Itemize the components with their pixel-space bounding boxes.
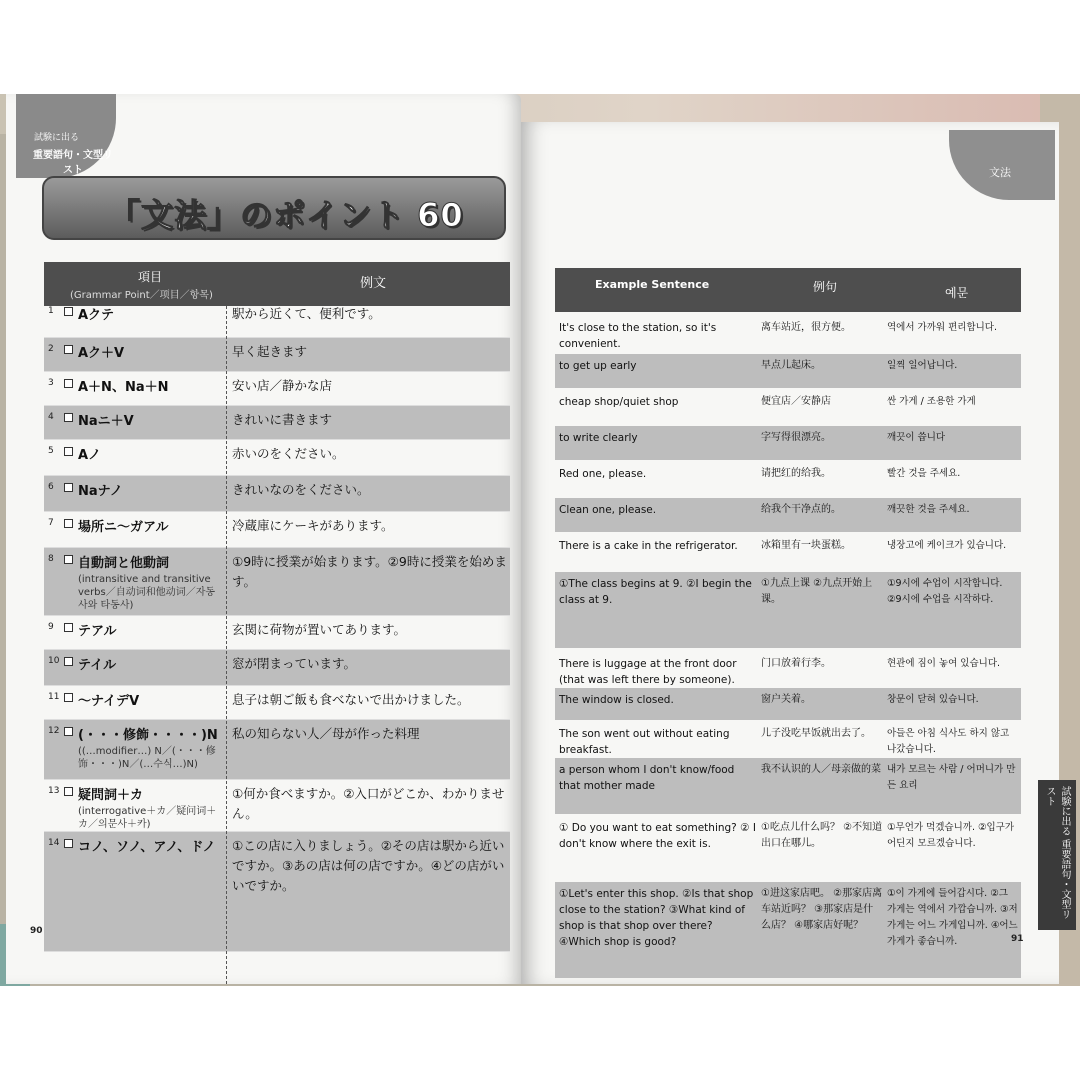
grammar-point-label: 場所ニ～ガアル: [78, 520, 169, 535]
checkbox[interactable]: [64, 345, 73, 354]
translation-row: [555, 688, 1021, 720]
translation-row: [555, 498, 1021, 532]
grammar-row: [44, 338, 510, 372]
example-sentence: ①何か食べますか。②入口がどこか、わかりません。: [232, 786, 505, 821]
grammar-point: [78, 304, 114, 323]
translation-row: [555, 354, 1021, 388]
row-number: 8: [48, 554, 54, 564]
checkbox[interactable]: [64, 413, 73, 422]
header-grammar-point-sub: (Grammar Point／项目／항목): [70, 290, 213, 301]
example-sentence: 息子は朝ご飯も食べないで出かけました。: [232, 692, 470, 707]
example-sentence: 安い店／静かな店: [232, 378, 333, 393]
header-korean: 예문: [945, 286, 969, 300]
translation-row: [555, 722, 1021, 756]
grammar-point-gloss: (intransitive and transitive verbs／自动词和他动词／자동사와 타동사): [78, 574, 216, 611]
chinese-sentence: 我不认识的人／母亲做的菜: [761, 764, 881, 775]
grammar-point: [78, 480, 123, 499]
book-photo: [0, 94, 1080, 986]
right-corner-tab-label: 文法: [989, 166, 1011, 179]
grammar-point-label: Aノ: [78, 448, 102, 463]
example-sentence: きれいに書きます: [232, 412, 333, 427]
checkbox[interactable]: [64, 519, 73, 528]
checkbox[interactable]: [64, 839, 73, 848]
checkbox[interactable]: [64, 787, 73, 796]
grammar-row: [44, 650, 510, 686]
grammar-point: [78, 342, 124, 361]
right-page-number: 91: [1011, 934, 1024, 944]
page-title-banner: [42, 176, 506, 240]
row-number: 9: [48, 622, 54, 632]
translation-row: [555, 534, 1021, 570]
chinese-sentence: 冰箱里有一块蛋糕。: [761, 540, 851, 551]
chinese-sentence: 早点儿起床。: [761, 360, 821, 371]
grammar-point-label: 自動詞と他動詞: [78, 556, 170, 571]
grammar-row: [44, 720, 510, 780]
row-number: 14: [48, 838, 60, 848]
grammar-point-label: (・・・修飾・・・・)N: [78, 728, 218, 743]
grammar-row: [44, 512, 510, 548]
row-number: 11: [48, 692, 60, 702]
grammar-point: [78, 444, 101, 463]
checkbox[interactable]: [64, 379, 73, 388]
korean-sentence: ①이 가게에 들어갑시다. ②그 가게는 역에서 가깝습니까. ③저 가게는 어느 가게입니까. ④어느 가게가 좋습니까.: [887, 888, 1018, 947]
header-chinese: 例句: [813, 280, 838, 294]
grammar-point-gloss: ((…modifier…) N／(・・・修饰・・・)N／(…수식…)N): [78, 746, 216, 770]
translation-row: [555, 426, 1021, 460]
korean-sentence: 냉장고에 케이크가 있습니다.: [887, 540, 1007, 551]
page-title: 「文法」のポイント 60: [108, 196, 464, 234]
checkbox[interactable]: [64, 307, 73, 316]
left-corner-tab: [16, 94, 116, 178]
english-sentence: ①The class begins at 9. ②I begin the class at 9.: [559, 578, 752, 606]
chinese-sentence: 儿子没吃早饭就出去了。: [761, 728, 871, 739]
english-sentence: ① Do you want to eat something? ② I don't know where the exit is.: [559, 822, 756, 850]
checkbox[interactable]: [64, 657, 73, 666]
korean-sentence: 역에서 가까워 편리합니다.: [887, 322, 998, 333]
header-english: Example Sentence: [595, 278, 710, 291]
grammar-point: [78, 690, 139, 709]
korean-sentence: 일찍 일어납니다.: [887, 360, 958, 371]
chinese-sentence: 字写得很漂亮。: [761, 432, 831, 443]
english-sentence: to write clearly: [559, 432, 638, 444]
grammar-point-label: Aク＋V: [78, 346, 125, 361]
korean-sentence: 깨끗이 씁니다: [887, 432, 946, 443]
row-number: 3: [48, 378, 54, 388]
grammar-point: [78, 410, 134, 429]
checkbox[interactable]: [64, 483, 73, 492]
grammar-point: [78, 376, 168, 395]
korean-sentence: 현관에 짐이 놓여 있습니다.: [887, 658, 1001, 669]
grammar-row: [44, 300, 510, 338]
checkbox[interactable]: [64, 623, 73, 632]
chinese-sentence: 离车站近，很方便。: [761, 322, 851, 333]
corner-tab-line1: 試験に出る: [34, 133, 80, 143]
english-sentence: The son went out without eating breakfast.: [559, 728, 730, 756]
korean-sentence: 내가 모르는 사람 / 어머니가 만든 요리: [887, 764, 1016, 791]
example-sentence: ①9時に授業が始まります。②9時に授業を始めます。: [232, 554, 507, 589]
english-sentence: a person whom I don't know/food that mother made: [559, 764, 735, 792]
grammar-point-label: ～ナイデV: [78, 694, 140, 709]
korean-sentence: ①무언가 먹겠습니까. ②입구가 어딘지 모르겠습니다.: [887, 822, 1015, 849]
english-sentence: cheap shop/quiet shop: [559, 396, 679, 408]
grammar-point-gloss: (interrogative＋カ／疑问词＋カ／의문사＋카): [78, 806, 217, 830]
grammar-row: [44, 832, 510, 952]
english-sentence: There is luggage at the front door (that was left there by someone).: [559, 658, 737, 686]
translation-row: [555, 390, 1021, 424]
left-page: [6, 94, 521, 984]
translation-row: [555, 316, 1021, 352]
english-sentence: to get up early: [559, 360, 637, 372]
grammar-row: [44, 406, 510, 440]
grammar-row: [44, 780, 510, 832]
translation-row: [555, 882, 1021, 978]
chinese-sentence: 门口放着行李。: [761, 658, 831, 669]
example-sentence: 冷蔵庫にケーキがあります。: [232, 518, 394, 533]
example-sentence: 玄関に荷物が置いてあります。: [232, 622, 407, 637]
chinese-sentence: ①进这家店吧。 ②那家店离车站近吗？ ③那家店是什么店？ ④哪家店好呢？: [761, 888, 883, 931]
left-page-number: 90: [30, 926, 43, 936]
example-sentence: 私の知らない人／母が作った料理: [232, 726, 420, 741]
translation-row: [555, 758, 1021, 814]
grammar-point: [78, 620, 116, 639]
english-sentence: It's close to the station, so it's convenient.: [559, 322, 717, 350]
side-index-tab: 試験に出る 重要語句・文型リスト: [1038, 780, 1076, 930]
corner-tab-line2: 重要語句・文型リスト: [33, 150, 113, 176]
row-number: 6: [48, 482, 54, 492]
korean-sentence: 아들은 아침 식사도 하지 않고 나갔습니다.: [887, 728, 1010, 755]
row-number: 7: [48, 518, 54, 528]
example-sentence: きれいなのをください。: [232, 482, 370, 497]
grammar-point: [78, 724, 222, 771]
grammar-point-label: テアル: [78, 624, 117, 639]
english-sentence: The window is closed.: [559, 694, 674, 706]
korean-sentence: ①9시에 수업이 시작합니다. ②9시에 수업을 시작하다.: [887, 578, 1003, 605]
checkbox[interactable]: [64, 447, 73, 456]
right-corner-tab: [949, 130, 1055, 200]
row-number: 5: [48, 446, 54, 456]
chinese-sentence: 便宜店／安静店: [761, 396, 831, 407]
grammar-point-label: テイル: [78, 658, 117, 673]
row-number: 12: [48, 726, 60, 736]
checkbox[interactable]: [64, 693, 73, 702]
right-page: [521, 122, 1059, 984]
column-divider: [226, 306, 227, 986]
grammar-point-label: A＋N、Na＋N: [78, 380, 169, 395]
row-number: 13: [48, 786, 60, 796]
grammar-row: [44, 548, 510, 616]
grammar-point: [78, 552, 222, 612]
english-sentence: There is a cake in the refrigerator.: [559, 540, 738, 552]
example-sentence: 駅から近くて、便利です。: [232, 306, 381, 321]
grammar-row: [44, 686, 510, 720]
grammar-point-label: 疑問詞＋カ: [78, 788, 144, 803]
example-sentence: 早く起きます: [232, 344, 308, 359]
example-sentence: ①この店に入りましょう。②その店は駅から近いですか。③あの店は何の店ですか。④どの店がいいですか。: [232, 838, 505, 893]
chinese-sentence: 给我个干净点的。: [761, 504, 841, 515]
grammar-point-label: Naニ＋V: [78, 414, 134, 429]
korean-sentence: 싼 가게 / 조용한 가게: [887, 396, 976, 407]
korean-sentence: 깨끗한 것을 주세요.: [887, 504, 970, 515]
chinese-sentence: 窗户关着。: [761, 694, 811, 705]
grammar-row: [44, 616, 510, 650]
grammar-row: [44, 440, 510, 476]
example-sentence: 窓が閉まっています。: [232, 656, 357, 671]
right-table-header: [555, 268, 1021, 312]
grammar-point-label: コノ、ソノ、アノ、ドノ: [78, 840, 216, 855]
grammar-row: [44, 476, 510, 512]
chinese-sentence: 请把红的给我。: [761, 468, 831, 479]
header-example: 例文: [360, 276, 387, 291]
grammar-point: [78, 836, 216, 855]
row-number: 10: [48, 656, 60, 666]
grammar-point-label: Aクテ: [78, 308, 115, 323]
grammar-point-label: Naナノ: [78, 484, 123, 499]
korean-sentence: 빨간 것을 주세요.: [887, 468, 961, 479]
grammar-point: [78, 516, 168, 535]
example-sentence: 赤いのをください。: [232, 446, 345, 461]
row-number: 2: [48, 344, 54, 354]
grammar-point: [78, 784, 222, 831]
english-sentence: ①Let's enter this shop. ②Is that shop close to the station? ③What kind of shop is that shop over there? ④Which shop is good?: [559, 888, 754, 948]
translation-row: [555, 572, 1021, 648]
checkbox[interactable]: [64, 727, 73, 736]
grammar-point: [78, 654, 116, 673]
english-sentence: Red one, please.: [559, 468, 647, 480]
translation-row: [555, 462, 1021, 496]
header-grammar-point: 項目: [138, 270, 163, 284]
checkbox[interactable]: [64, 555, 73, 564]
translation-row: [555, 652, 1021, 686]
grammar-row: [44, 372, 510, 406]
translation-row: [555, 816, 1021, 880]
english-sentence: Clean one, please.: [559, 504, 657, 516]
chinese-sentence: ①九点上课 ②九点开始上课。: [761, 578, 873, 605]
korean-sentence: 창문이 닫혀 있습니다.: [887, 694, 979, 705]
chinese-sentence: ①吃点儿什么吗？ ②不知道出口在哪儿。: [761, 822, 883, 849]
row-number: 4: [48, 412, 54, 422]
row-number: 1: [48, 306, 54, 316]
